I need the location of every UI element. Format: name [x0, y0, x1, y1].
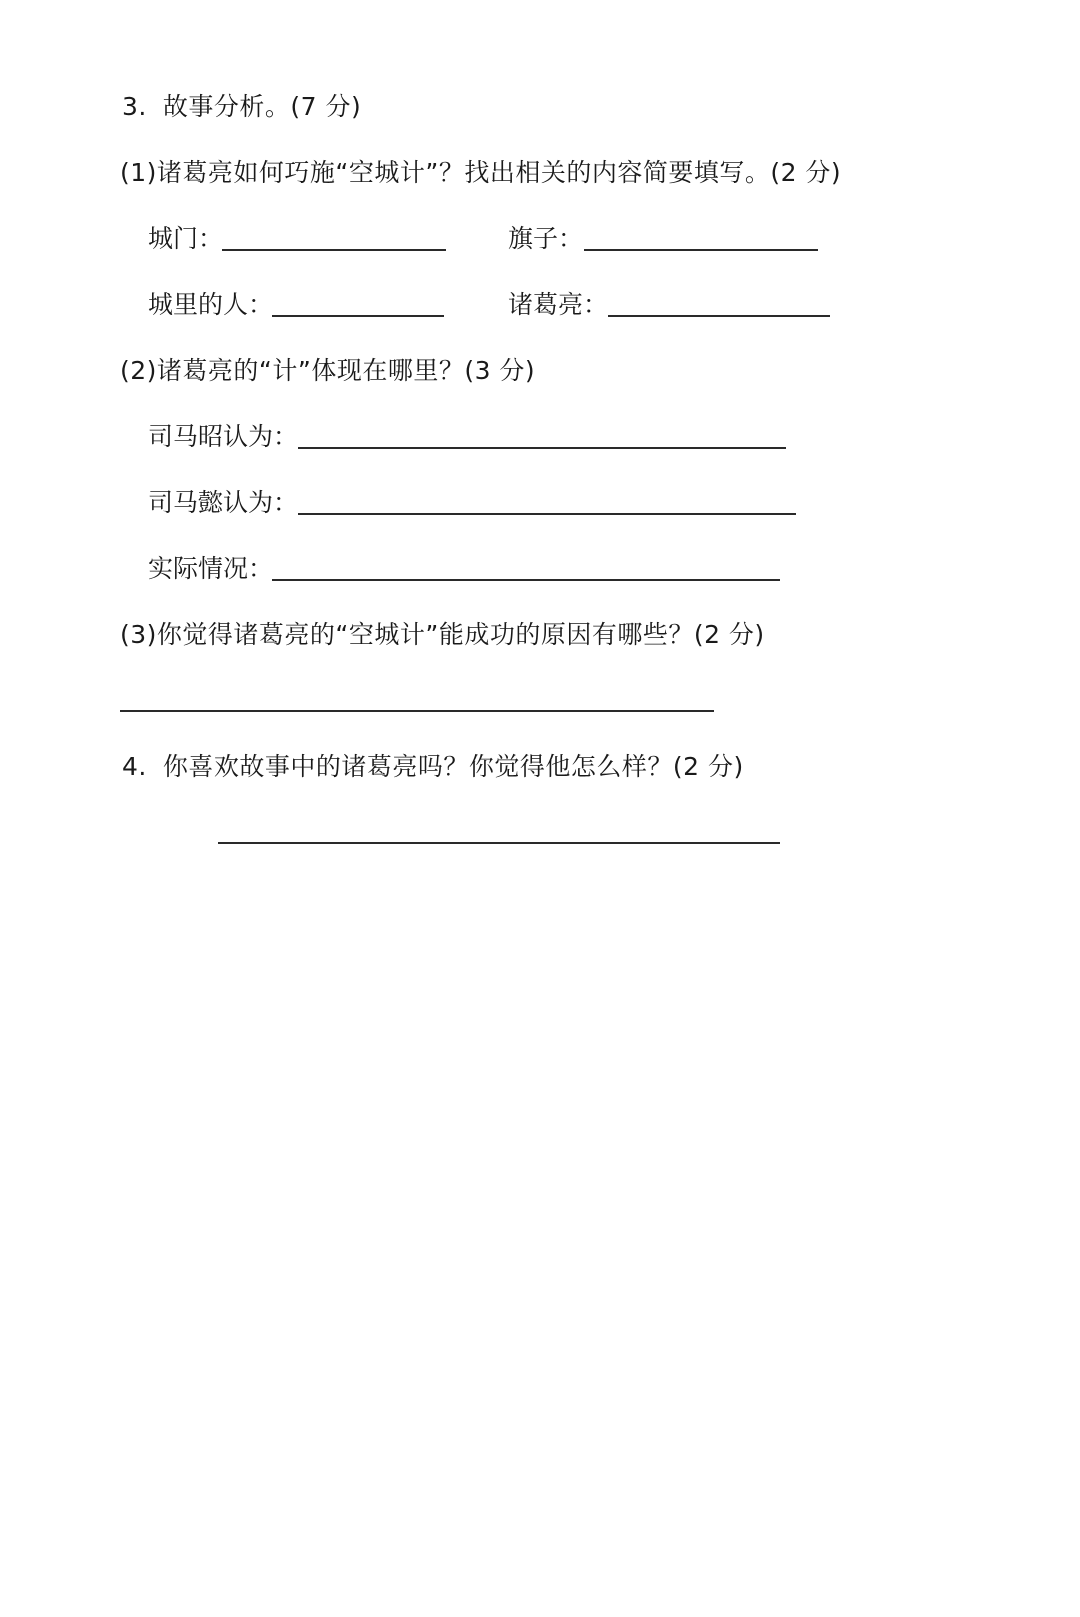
question-3-heading [122, 90, 361, 124]
sub-question-3-prompt: (3)你觉得诸葛亮的“空城计”能成功的原因有哪些？(2 分) [120, 620, 765, 649]
sima-yi-answer-blank[interactable] [298, 513, 796, 515]
actual-situation-answer-blank[interactable] [272, 579, 780, 581]
zhuge-liang-answer-blank[interactable] [608, 315, 830, 317]
city-people-answer-blank[interactable] [272, 315, 444, 317]
reasons-answer-blank[interactable] [120, 710, 714, 712]
sub-question-2-prompt: (2)诸葛亮的“计”体现在哪里？(3 分) [120, 356, 536, 385]
flags-label: 旗子： [508, 224, 584, 253]
city-gate-label: 城门： [148, 224, 224, 253]
question-3-number: 3. [122, 92, 147, 121]
sima-zhao-label: 司马昭认为： [148, 422, 299, 451]
question-4-heading [122, 750, 744, 784]
actual-situation-label: 实际情况： [148, 554, 274, 583]
question-4-prompt: 你喜欢故事中的诸葛亮吗？你觉得他怎么样？(2 分) [162, 752, 744, 781]
city-gate-answer-blank[interactable] [222, 249, 446, 251]
question-4-number: 4. [122, 752, 147, 781]
opinion-answer-blank[interactable] [218, 842, 780, 844]
question-3-title: 故事分析。(7 分) [162, 92, 362, 121]
sima-yi-label: 司马懿认为： [148, 488, 299, 517]
sub-question-1-prompt: (1)诸葛亮如何巧施“空城计”？找出相关的内容简要填写。(2 分) [120, 158, 842, 187]
sima-zhao-answer-blank[interactable] [298, 447, 786, 449]
city-people-label: 城里的人： [148, 290, 274, 319]
zhuge-liang-label: 诸葛亮： [508, 290, 609, 319]
flags-answer-blank[interactable] [584, 249, 818, 251]
